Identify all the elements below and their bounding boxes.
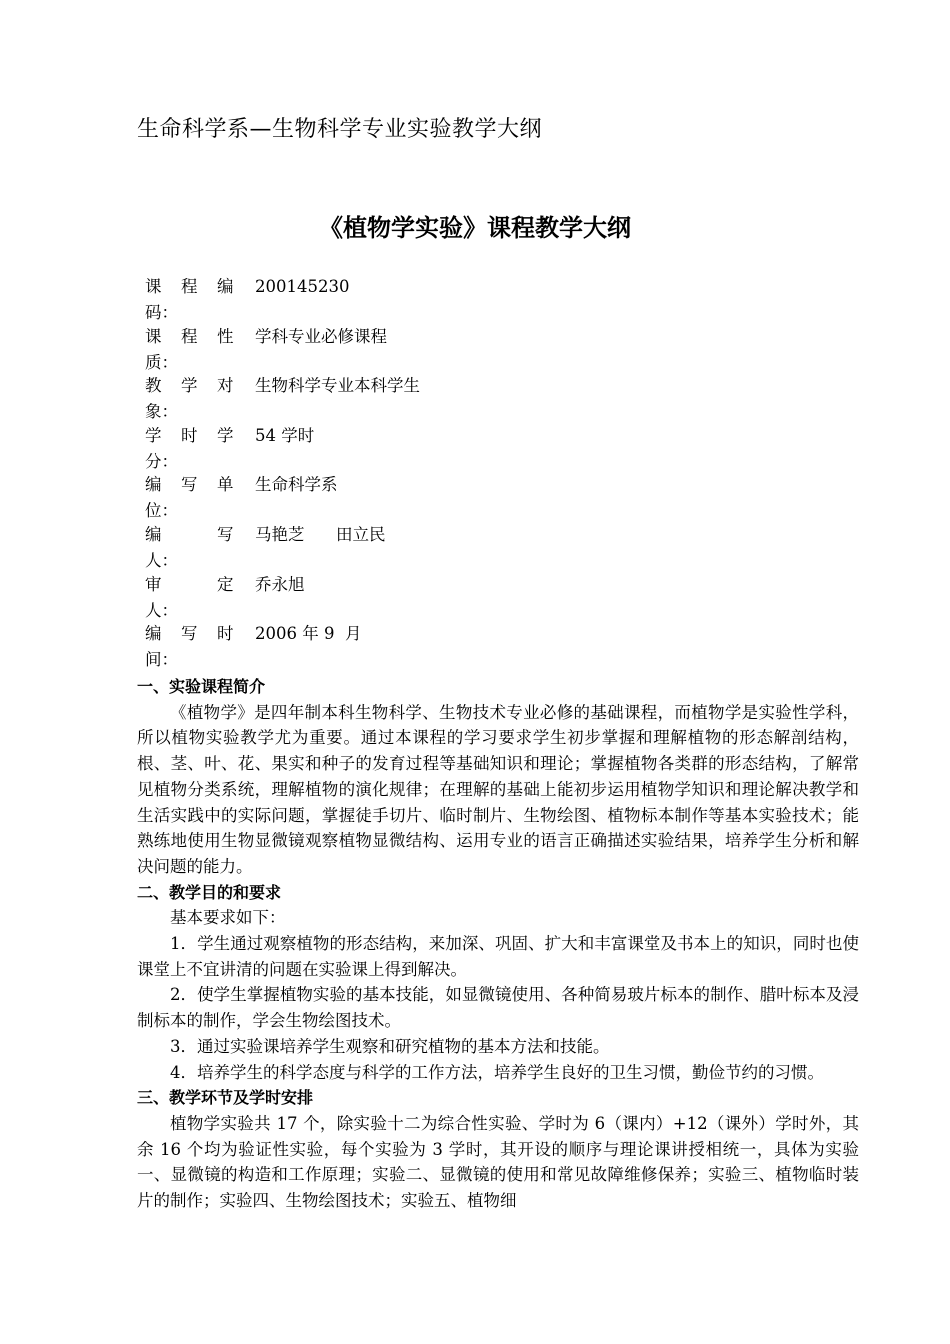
- label-char: 学: [217, 425, 234, 445]
- label-char: 间：: [145, 650, 178, 670]
- info-label: [145, 324, 245, 376]
- info-label: [145, 621, 245, 673]
- course-info-block: [145, 274, 845, 671]
- label-char: 写: [217, 524, 234, 544]
- label-char: 性: [217, 326, 234, 346]
- label-char: 写: [181, 624, 198, 644]
- info-value: 乔永旭: [255, 574, 305, 594]
- label-char: 象：: [145, 402, 178, 422]
- label-char: 单: [217, 475, 234, 495]
- label-char: 时: [217, 624, 234, 644]
- list-item: 3．通过实验课培养学生观察和研究植物的基本方法和技能。: [170, 1036, 610, 1056]
- label-char: 编: [145, 624, 162, 644]
- label-char: 对: [217, 376, 234, 396]
- info-row-course-nature: [145, 324, 845, 374]
- label-char: 课: [145, 277, 162, 296]
- info-label: [145, 572, 245, 624]
- label-char: 定: [217, 574, 234, 594]
- label-char: 码：: [145, 303, 178, 322]
- info-value: 生物科学专业本科学生: [255, 376, 420, 396]
- info-row-authors: [145, 522, 845, 572]
- info-value: 54 学时: [255, 425, 315, 445]
- label-char: 编: [217, 277, 234, 296]
- info-value: 学科专业必修课程: [255, 326, 387, 346]
- paragraph: 《植物学》是四年制本科生物科学、生物技术专业必修的基础课程，而植物学是实验性学科，所以植物实验教学尤为重要。通过本课程的学习要求学生初步掌握和理解植物的形态解剖结构，根、茎、叶、花、果实和种子的发育过程等基础知识和理论；掌握植物各类群的形态结构，了解常见植物分类系统，理解植物的演化规律；在理解的基础上能初步运用植物学知识和理论解决教学和生活实践中的实际问题，掌握徒手切片、临时制片、生物绘图、植物标本制作等基本实验技术；能熟练地使用生物显微镜观察植物显微结构、运用专业的语言正确描述实验结果，培养学生分析和解决问题的能力。: [137, 702, 859, 876]
- label-char: 程: [181, 326, 198, 346]
- label-char: 课: [145, 326, 162, 346]
- label-char: 人：: [145, 550, 178, 570]
- info-label: [145, 373, 245, 425]
- paragraph: 基本要求如下：: [170, 908, 286, 928]
- list-item: 2．使学生掌握植物实验的基本技能，如显微镜使用、各种简易玻片标本的制作、腊叶标本及浸制标本的制作，学会生物绘图技术。: [137, 985, 859, 1031]
- label-char: 人：: [145, 600, 178, 620]
- section-heading: 一、实验课程简介: [137, 677, 266, 696]
- department-title: 生命科学系—生物科学专业实验教学大纲: [137, 117, 543, 142]
- info-row-course-code: [145, 274, 845, 324]
- label-char: 写: [181, 475, 198, 495]
- document-body: [137, 674, 859, 1214]
- section-heading: 三、教学环节及学时安排: [137, 1088, 314, 1108]
- label-char: 时: [181, 425, 198, 445]
- label-char: 学: [145, 425, 162, 445]
- section-heading: 二、教学目的和要求: [137, 882, 282, 902]
- label-char: 学: [181, 376, 198, 396]
- info-value: 200145230: [255, 277, 350, 296]
- label-char: 分：: [145, 451, 178, 471]
- info-value: 2006 年 9 月: [255, 624, 362, 644]
- label-char: 位：: [145, 501, 178, 521]
- list-item: 1．学生通过观察植物的形态结构，来加深、巩固、扩大和丰富课堂及书本上的知识，同时也使课堂上不宜讲清的问题在实验课上得到解决。: [137, 934, 859, 979]
- label-char: 程: [181, 277, 198, 296]
- label-char: 审: [145, 574, 162, 594]
- info-row-date: [145, 621, 845, 671]
- label-char: 编: [145, 524, 162, 544]
- info-label: [145, 423, 245, 475]
- course-title: 《植物学实验》课程教学大纲: [319, 214, 631, 242]
- info-label: [145, 522, 245, 574]
- label-char: 编: [145, 475, 162, 495]
- info-row-hours: [145, 423, 845, 473]
- list-item: 4．培养学生的科学态度与科学的工作方法，培养学生良好的卫生习惯，勤俭节约的习惯。: [170, 1062, 824, 1082]
- paragraph: 植物学实验共 17 个，除实验十二为综合性实验、学时为 6（课内）+12（课外）学时外，其余 16 个均为验证性实验，每个实验为 3 学时，其开设的顺序与理论课讲授相统一，具体为实验一、显微镜的构造和工作原理；实验二、显微镜的使用和常见故障维修保养；实验三、植物临时装片的制作；实验四、生物绘图技术；实验五、植物细: [137, 1113, 859, 1211]
- info-row-reviewer: [145, 572, 845, 622]
- label-char: 质：: [145, 352, 178, 372]
- info-label: [145, 472, 245, 524]
- info-row-audience: [145, 373, 845, 423]
- info-label: [145, 274, 245, 326]
- info-value: 生命科学系: [255, 475, 338, 495]
- info-row-department: [145, 472, 845, 522]
- label-char: 教: [145, 376, 162, 396]
- info-value: 马艳芝 田立民: [255, 524, 386, 544]
